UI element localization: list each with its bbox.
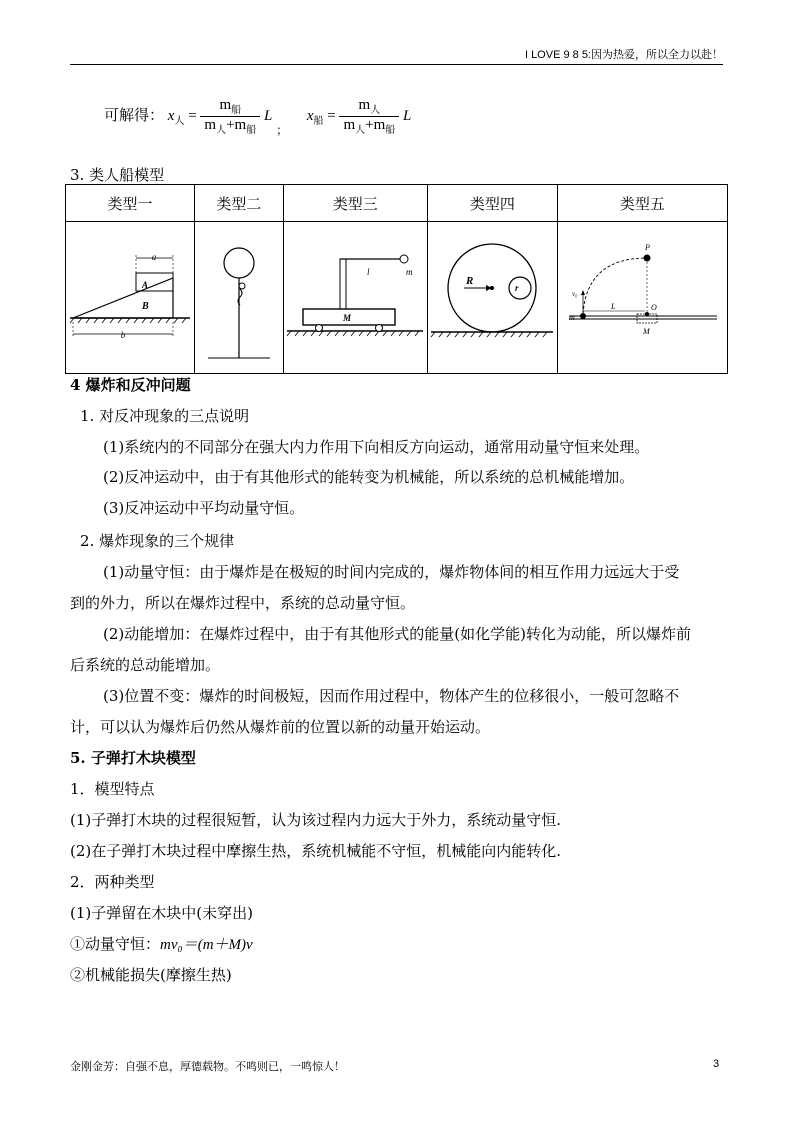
section4-sub2-p1b: 到的外力，所以在爆炸过程中，系统的总动量守恒。 (70, 594, 416, 612)
section5-sub1-item1: (1)子弹打木块的过程很短暂，认为该过程内力远大于外力，系统动量守恒. (70, 811, 562, 829)
page-number: 3 (713, 1058, 720, 1070)
fraction-1 (200, 97, 260, 136)
den1-m: m (204, 117, 217, 133)
num1-sub: 船 (231, 105, 242, 116)
den1-sub2: 船 (246, 125, 257, 136)
num2-sub: 人 (370, 105, 381, 116)
section4-sub2-p3b: 计，可以认为爆炸后仍然从爆炸前的位置以新的动量开始运动。 (70, 718, 491, 736)
momentum-lead: ①动量守恒： (70, 935, 161, 953)
label-b: b (120, 329, 125, 340)
label-M5: M (643, 326, 651, 336)
diagram-type-3 (285, 241, 425, 351)
footer-motto: 金刚金芳：自强不息，厚德载物。不鸣则已，一鸣惊人！ (70, 1061, 345, 1073)
x-person: x (167, 107, 175, 124)
momentum-formula: mv₀＝(m＋M)v (160, 937, 253, 953)
diagram-type-2 (196, 226, 282, 366)
label-A: A (141, 279, 148, 290)
den1-plus: +m (226, 117, 247, 133)
label-R: R (466, 274, 474, 287)
section5-sub1: 1．模型特点 (70, 780, 155, 798)
section3-title: 3. 类人船模型 (70, 166, 165, 184)
x-boat: x (306, 107, 314, 124)
section5-sub2: 2．两种类型 (70, 873, 155, 891)
den2-plus: +m (365, 117, 386, 133)
section5-sub2-item1: (1)子弹留在木块中(未穿出) (70, 904, 253, 922)
section5-sub2-item3: ②机械能损失(摩擦生热) (70, 966, 232, 984)
diagram-type-3-cell (283, 222, 427, 374)
diagram-type-4-cell (427, 222, 557, 374)
label-P: P (645, 242, 651, 252)
label-m5: m (569, 312, 576, 322)
section4-title: 4 爆炸和反冲问题 (70, 376, 191, 394)
formula-lead: 可解得： (104, 105, 165, 124)
label-a: a (151, 251, 156, 262)
section4-sub2-p1a: (1)动量守恒：由于爆炸是在极短的时间内完成的，爆炸物体间的相互作用力远远大于受 (103, 563, 680, 581)
section4-sub2-p2a: (2)动能增加：在爆炸过程中，由于有其他形式的能量(如化学能)转化为动能，所以爆炸前 (103, 625, 691, 643)
section4-sub1-item1: (1)系统内的不同部分在强大内力作用下向相反方向运动，通常用动量守恒来处理。 (103, 438, 650, 456)
page-header (70, 46, 723, 65)
L1: L (263, 107, 273, 124)
section5-sub1-item2: (2)在子弹打木块过程中摩擦生热，系统机械能不守恒，机械能向内能转化. (70, 842, 562, 860)
result-formula (104, 97, 411, 136)
den2-sub1: 人 (355, 125, 366, 136)
den1-sub1: 人 (216, 125, 227, 136)
type-5-header: 类型五 (557, 185, 727, 222)
type-1-header: 类型一 (66, 185, 195, 222)
label-L5: L (611, 301, 616, 311)
label-l: l (367, 266, 370, 277)
eq1: = (188, 107, 197, 124)
diagram-type-4 (429, 241, 555, 351)
label-v0: v₀ (572, 289, 578, 298)
fraction-2 (339, 97, 399, 136)
section4-sub1-item2: (2)反冲运动中，由于有其他形式的能转变为机械能，所以系统的总机械能增加。 (103, 468, 635, 486)
section5-sub2-item2 (70, 933, 253, 954)
den2-m: m (343, 117, 356, 133)
diagram-type-1 (68, 246, 193, 346)
type-3-header: 类型三 (283, 185, 427, 222)
num1: m (219, 97, 232, 113)
section4-sub1-item3: (3)反冲运动中平均动量守恒。 (103, 499, 305, 517)
section4-sub2-p3a: (3)位置不变：爆炸的时间极短，因而作用过程中，物体产生的位移很小，一般可忽略不 (103, 687, 680, 705)
den2-sub2: 船 (385, 125, 396, 136)
label-O: O (651, 302, 658, 312)
models-header-row (66, 185, 728, 222)
label-M: M (343, 312, 352, 323)
x-boat-sub: 船 (313, 115, 324, 127)
diagram-type-1-cell (66, 222, 195, 374)
L2: L (403, 107, 412, 124)
section4-sub1: 1. 对反冲现象的三点说明 (80, 407, 250, 425)
models-diagram-row (66, 222, 728, 374)
num2: m (358, 97, 371, 113)
type-2-header: 类型二 (195, 185, 284, 222)
label-B: B (141, 300, 149, 312)
diagram-type-5-cell (557, 222, 727, 374)
header-text: I LOVE 9 8 5:因为热爱，所以全力以赴！ (524, 49, 723, 61)
models-table (65, 184, 728, 374)
eq2: = (327, 107, 336, 124)
x-person-sub: 人 (174, 115, 185, 127)
diagram-type-5 (559, 236, 725, 356)
label-r: r (515, 282, 519, 293)
type-4-header: 类型四 (427, 185, 557, 222)
section4-sub2-p2b: 后系统的总动能增加。 (70, 656, 221, 674)
section4-sub2: 2. 爆炸现象的三个规律 (80, 532, 235, 550)
label-m: m (406, 266, 413, 277)
diagram-type-2-cell (195, 222, 284, 374)
formula-sep: ； (276, 122, 289, 137)
section5-title: 5. 子弹打木块模型 (70, 749, 196, 767)
